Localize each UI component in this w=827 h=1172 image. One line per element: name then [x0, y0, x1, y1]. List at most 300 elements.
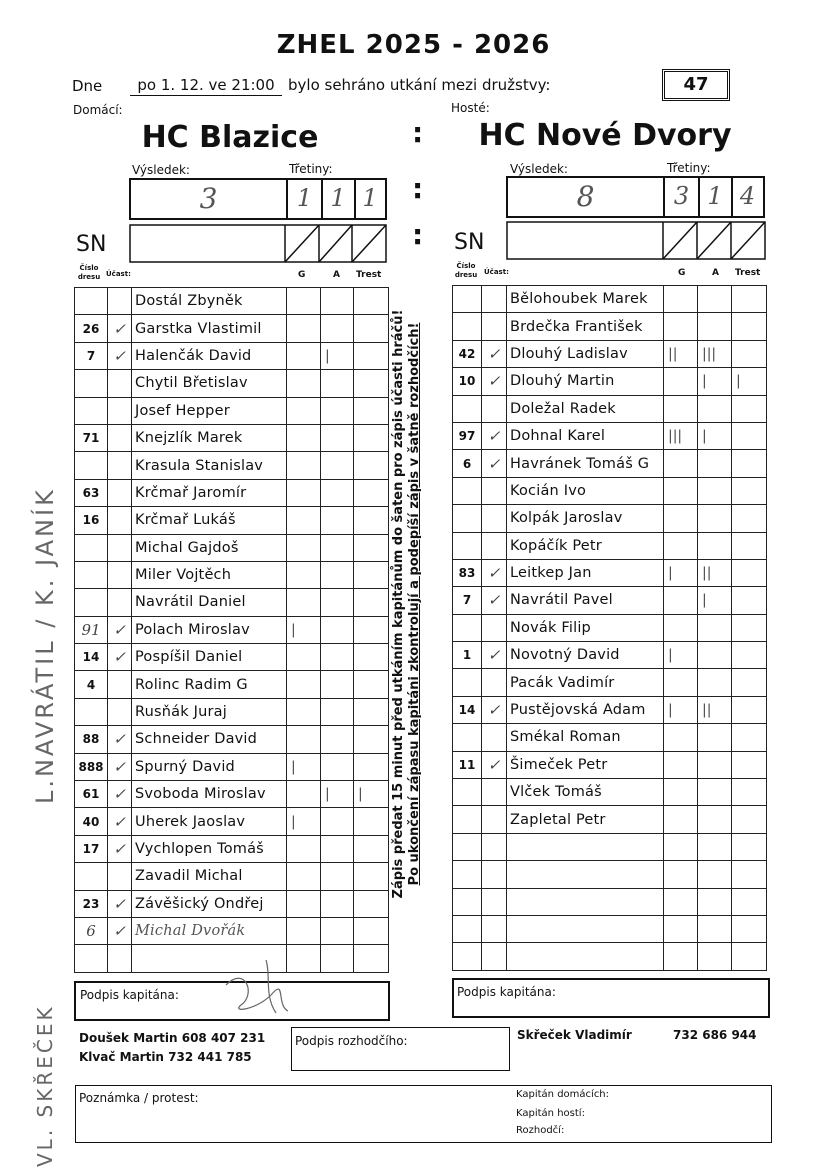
player-assists [698, 888, 732, 915]
player-penalty [732, 532, 767, 559]
player-played-check: ✓ [482, 696, 507, 723]
player-played-check: ✓ [482, 368, 507, 395]
player-penalty [354, 808, 389, 835]
player-penalty [354, 424, 389, 451]
player-assists [698, 915, 732, 942]
player-penalty [732, 888, 767, 915]
player-goals [287, 370, 321, 397]
player-assists [321, 890, 354, 917]
player-played-check: ✓ [108, 808, 132, 835]
table-row [75, 890, 389, 917]
player-played-check [482, 779, 507, 806]
away-period-3: 4 [739, 182, 756, 210]
player-assists [321, 808, 354, 835]
player-penalty [354, 726, 389, 753]
player-played-check: ✓ [482, 587, 507, 614]
player-goals [664, 286, 698, 313]
player-penalty [354, 342, 389, 369]
player-assists: || [698, 559, 732, 586]
player-penalty [354, 452, 389, 479]
away-period-1: 3 [673, 182, 690, 210]
player-goals: | [664, 559, 698, 586]
table-row [453, 532, 767, 559]
table-row [75, 561, 389, 588]
home-sn-box [129, 224, 389, 264]
table-row [453, 642, 767, 669]
player-played-check: ✓ [108, 644, 132, 671]
player-goals [287, 479, 321, 506]
table-row [75, 424, 389, 451]
home-label: Domácí: [73, 103, 123, 117]
table-row [453, 340, 767, 367]
player-assists [321, 479, 354, 506]
player-penalty [732, 696, 767, 723]
player-number [453, 915, 482, 942]
player-number: 23 [75, 890, 108, 917]
table-row [75, 507, 389, 534]
player-goals: | [664, 642, 698, 669]
player-penalty [354, 698, 389, 725]
player-penalty [354, 589, 389, 616]
away-col-pen: Trest [735, 268, 761, 278]
player-number: 88 [75, 726, 108, 753]
player-number [453, 833, 482, 860]
player-number: 42 [453, 340, 482, 367]
player-goals [287, 561, 321, 588]
player-goals [287, 835, 321, 862]
player-number [453, 614, 482, 641]
table-row [453, 505, 767, 532]
player-penalty [732, 422, 767, 449]
player-number: 1 [453, 642, 482, 669]
note-box[interactable] [75, 1085, 772, 1143]
away-captain-label: Kapitán hostí: [516, 1108, 585, 1119]
player-played-check [482, 861, 507, 888]
player-name: Novák Filip [507, 614, 664, 641]
handwritten-bottom: VL. SKŘEČEK [33, 1004, 57, 1167]
player-played-check [108, 863, 132, 890]
player-number: 40 [75, 808, 108, 835]
player-penalty [732, 751, 767, 778]
table-row [453, 833, 767, 860]
player-played-check [482, 313, 507, 340]
player-assists: | [698, 422, 732, 449]
home-captain-sig-box[interactable] [74, 981, 390, 1021]
player-played-check [108, 424, 132, 451]
player-name: Dostál Zbyněk [132, 288, 287, 315]
player-number: 888 [75, 753, 108, 780]
table-row [453, 779, 767, 806]
referee-sig-box[interactable] [291, 1027, 510, 1071]
player-played-check: ✓ [108, 616, 132, 643]
player-penalty [354, 917, 389, 944]
player-assists [698, 724, 732, 751]
player-played-check: ✓ [108, 781, 132, 808]
player-number: 10 [453, 368, 482, 395]
away-captain-sig-box[interactable] [452, 978, 770, 1018]
player-penalty [354, 288, 389, 315]
player-goals: | [287, 808, 321, 835]
player-goals [664, 505, 698, 532]
player-name: Smékal Roman [507, 724, 664, 751]
player-penalty [354, 753, 389, 780]
player-played-check [108, 671, 132, 698]
player-name: Havránek Tomáš G [507, 450, 664, 477]
player-goals [664, 888, 698, 915]
player-name: Knejzlík Marek [132, 424, 287, 451]
player-assists [321, 753, 354, 780]
home-captain-label: Kapitán domácích: [516, 1089, 610, 1100]
player-assists: | [698, 587, 732, 614]
away-periods-label: Třetiny: [667, 161, 711, 175]
player-played-check: ✓ [108, 315, 132, 342]
away-contact-phone: 732 686 944 [673, 1028, 757, 1042]
player-name [507, 888, 664, 915]
player-goals [287, 589, 321, 616]
player-number: 17 [75, 835, 108, 862]
table-row [75, 671, 389, 698]
table-row [453, 724, 767, 751]
player-name: Závěšický Ondřej [132, 890, 287, 917]
table-row [453, 313, 767, 340]
table-row [75, 698, 389, 725]
player-assists [321, 917, 354, 944]
player-goals [287, 644, 321, 671]
player-penalty [354, 370, 389, 397]
home-period-1: 1 [296, 184, 313, 212]
player-goals [664, 861, 698, 888]
player-name: Krčmař Lukáš [132, 507, 287, 534]
table-row [75, 835, 389, 862]
table-row [75, 616, 389, 643]
home-roster-table [74, 287, 389, 973]
player-played-check: ✓ [482, 450, 507, 477]
away-col-g: G [678, 268, 686, 278]
table-row [75, 370, 389, 397]
table-row [75, 589, 389, 616]
player-goals [287, 917, 321, 944]
away-period-2: 1 [707, 182, 723, 210]
table-row [453, 450, 767, 477]
page-title: ZHEL 2025 - 2026 [276, 30, 551, 60]
player-number [453, 313, 482, 340]
player-penalty [354, 315, 389, 342]
player-number [453, 861, 482, 888]
player-assists: | [321, 781, 354, 808]
player-name: Michal Dvořák [132, 917, 287, 944]
home-period-3: 1 [362, 184, 378, 212]
player-number: 83 [453, 559, 482, 586]
player-assists [321, 589, 354, 616]
player-number [453, 779, 482, 806]
player-penalty [732, 642, 767, 669]
player-assists: | [321, 342, 354, 369]
table-row [453, 587, 767, 614]
player-name: Kopáčík Petr [507, 532, 664, 559]
player-played-check [482, 286, 507, 313]
player-penalty [354, 890, 389, 917]
colon-separator: : [412, 218, 424, 251]
away-col-played: Účast: [484, 268, 509, 276]
player-penalty [732, 340, 767, 367]
player-played-check [482, 724, 507, 751]
away-team-name: HC Nové Dvory [478, 118, 732, 153]
player-goals [287, 863, 321, 890]
player-played-check: ✓ [108, 890, 132, 917]
player-played-check [108, 561, 132, 588]
player-goals [664, 806, 698, 833]
colon-separator: : [412, 116, 424, 149]
player-goals [287, 342, 321, 369]
player-name: Dohnal Karel [507, 422, 664, 449]
player-goals [664, 450, 698, 477]
player-number [453, 505, 482, 532]
player-played-check: ✓ [482, 340, 507, 367]
away-col-a: A [712, 268, 719, 278]
player-played-check [482, 888, 507, 915]
away-score: 8 [576, 180, 595, 213]
player-assists [321, 315, 354, 342]
player-name: Svoboda Miroslav [132, 781, 287, 808]
player-number: 7 [75, 342, 108, 369]
player-goals [664, 477, 698, 504]
player-assists [321, 370, 354, 397]
player-name: Vychlopen Tomáš [132, 835, 287, 862]
table-row [75, 479, 389, 506]
player-goals [287, 452, 321, 479]
player-penalty [732, 559, 767, 586]
home-captain-signature [216, 955, 306, 1019]
player-penalty [354, 616, 389, 643]
home-score-box [129, 178, 387, 220]
table-row [453, 559, 767, 586]
home-team-name: HC Blazice [141, 120, 319, 155]
table-row [453, 477, 767, 504]
away-result-label: Výsledek: [510, 162, 568, 176]
player-name: Spurný David [132, 753, 287, 780]
player-number: 6 [75, 917, 108, 944]
player-number: 16 [75, 507, 108, 534]
away-contact-name: Skřeček Vladimír [517, 1028, 632, 1042]
player-penalty: | [732, 368, 767, 395]
home-col-g: G [298, 270, 306, 280]
home-col-a: A [333, 270, 340, 280]
table-row [75, 342, 389, 369]
player-played-check [108, 945, 132, 972]
player-played-check [108, 534, 132, 561]
table-row [453, 751, 767, 778]
player-assists [321, 534, 354, 561]
player-number [75, 370, 108, 397]
played-text: bylo sehráno utkání mezi družstvy: [288, 76, 551, 94]
player-penalty [354, 534, 389, 561]
table-row [453, 915, 767, 942]
player-number [453, 943, 482, 970]
away-roster-table [452, 285, 767, 971]
player-assists [698, 313, 732, 340]
player-penalty [732, 587, 767, 614]
player-number: 4 [75, 671, 108, 698]
player-name: Pacák Vadimír [507, 669, 664, 696]
table-row [75, 315, 389, 342]
player-penalty [732, 395, 767, 422]
player-number [75, 534, 108, 561]
away-label: Hosté: [451, 101, 490, 115]
player-number: 14 [75, 644, 108, 671]
player-number: 7 [453, 587, 482, 614]
home-period-2: 1 [330, 184, 346, 212]
table-row [453, 286, 767, 313]
player-goals [664, 614, 698, 641]
player-number [453, 724, 482, 751]
player-goals [287, 698, 321, 725]
player-penalty [732, 724, 767, 751]
player-assists [321, 507, 354, 534]
home-col-number: Číslo dresu [77, 264, 101, 281]
player-penalty [732, 779, 767, 806]
player-number: 11 [453, 751, 482, 778]
player-penalty [354, 644, 389, 671]
home-sn-label: SN [76, 232, 107, 257]
player-name: Krasula Stanislav [132, 452, 287, 479]
player-name: Leitkep Jan [507, 559, 664, 586]
away-sn-label: SN [454, 230, 485, 255]
player-played-check [108, 370, 132, 397]
player-assists [321, 644, 354, 671]
player-name: Josef Hepper [132, 397, 287, 424]
player-name: Novotný David [507, 642, 664, 669]
player-name: Brdečka František [507, 313, 664, 340]
player-name: Dlouhý Ladislav [507, 340, 664, 367]
handwritten-left: L.NAVRÁTIL / K. JANÍK [31, 487, 59, 804]
player-goals [287, 315, 321, 342]
player-goals [287, 424, 321, 451]
player-goals: | [664, 696, 698, 723]
player-name: Kocián Ivo [507, 477, 664, 504]
player-name [507, 943, 664, 970]
player-assists [698, 751, 732, 778]
player-penalty [354, 835, 389, 862]
player-assists [698, 450, 732, 477]
player-number [453, 477, 482, 504]
away-score-box [506, 176, 765, 218]
player-number: 14 [453, 696, 482, 723]
center-note-line2: Po ukončení zápasu kapitáni zkontrolují a podepíší zápis v šatně rozhodčích! [407, 322, 422, 886]
player-number [75, 863, 108, 890]
player-played-check [482, 477, 507, 504]
table-row [75, 781, 389, 808]
player-goals: | [287, 753, 321, 780]
player-number [75, 397, 108, 424]
player-assists [321, 698, 354, 725]
player-name: Rolinc Radim G [132, 671, 287, 698]
player-assists [698, 505, 732, 532]
player-played-check [482, 943, 507, 970]
player-penalty [354, 863, 389, 890]
player-number: 26 [75, 315, 108, 342]
player-name: Navrátil Daniel [132, 589, 287, 616]
player-played-check: ✓ [108, 753, 132, 780]
player-name: Bělohoubek Marek [507, 286, 664, 313]
player-number [75, 698, 108, 725]
player-played-check: ✓ [108, 726, 132, 753]
player-name: Schneider David [132, 726, 287, 753]
player-played-check: ✓ [482, 751, 507, 778]
referee-2: Klvač Martin 732 441 785 [79, 1050, 252, 1064]
player-assists [321, 424, 354, 451]
player-penalty [354, 397, 389, 424]
home-score: 3 [199, 182, 218, 215]
player-assists: ||| [698, 340, 732, 367]
player-assists [321, 397, 354, 424]
table-row [75, 534, 389, 561]
player-assists [321, 945, 354, 972]
table-row [453, 888, 767, 915]
player-penalty [732, 833, 767, 860]
player-goals [664, 532, 698, 559]
player-assists [321, 671, 354, 698]
player-assists [698, 286, 732, 313]
player-goals [664, 724, 698, 751]
player-played-check [108, 397, 132, 424]
player-assists [321, 863, 354, 890]
player-penalty [732, 614, 767, 641]
player-assists [321, 726, 354, 753]
player-played-check [482, 614, 507, 641]
player-penalty [732, 806, 767, 833]
home-result-label: Výsledek: [132, 163, 190, 177]
player-number [75, 288, 108, 315]
player-played-check: ✓ [108, 342, 132, 369]
player-name [507, 861, 664, 888]
player-penalty [732, 505, 767, 532]
table-row [453, 422, 767, 449]
player-number: 63 [75, 479, 108, 506]
table-row [75, 397, 389, 424]
player-name: Polach Miroslav [132, 616, 287, 643]
player-assists [698, 477, 732, 504]
player-name: Dlouhý Martin [507, 368, 664, 395]
player-played-check [108, 589, 132, 616]
table-row [453, 614, 767, 641]
away-captain-sig-label: Podpis kapitána: [457, 985, 556, 999]
player-name: Miler Vojtěch [132, 561, 287, 588]
player-assists [321, 452, 354, 479]
player-name: Navrátil Pavel [507, 587, 664, 614]
player-number [453, 806, 482, 833]
table-row [453, 861, 767, 888]
player-assists [698, 642, 732, 669]
player-played-check: ✓ [108, 835, 132, 862]
center-note-line1: Zápis předat 15 minut před utkáním kapitánům do šaten pro zápis účasti hráčů! [391, 309, 406, 899]
player-name: Doležal Radek [507, 395, 664, 422]
date-label: Dne [72, 77, 103, 95]
player-goals: || [664, 340, 698, 367]
player-goals [664, 833, 698, 860]
table-row [75, 753, 389, 780]
player-number [75, 945, 108, 972]
player-penalty: | [354, 781, 389, 808]
player-name [507, 915, 664, 942]
player-assists [321, 561, 354, 588]
player-assists [698, 669, 732, 696]
table-row [453, 806, 767, 833]
player-penalty [732, 915, 767, 942]
away-col-number: Číslo dresu [454, 262, 478, 279]
player-number [75, 589, 108, 616]
player-number [453, 669, 482, 696]
player-number [453, 395, 482, 422]
